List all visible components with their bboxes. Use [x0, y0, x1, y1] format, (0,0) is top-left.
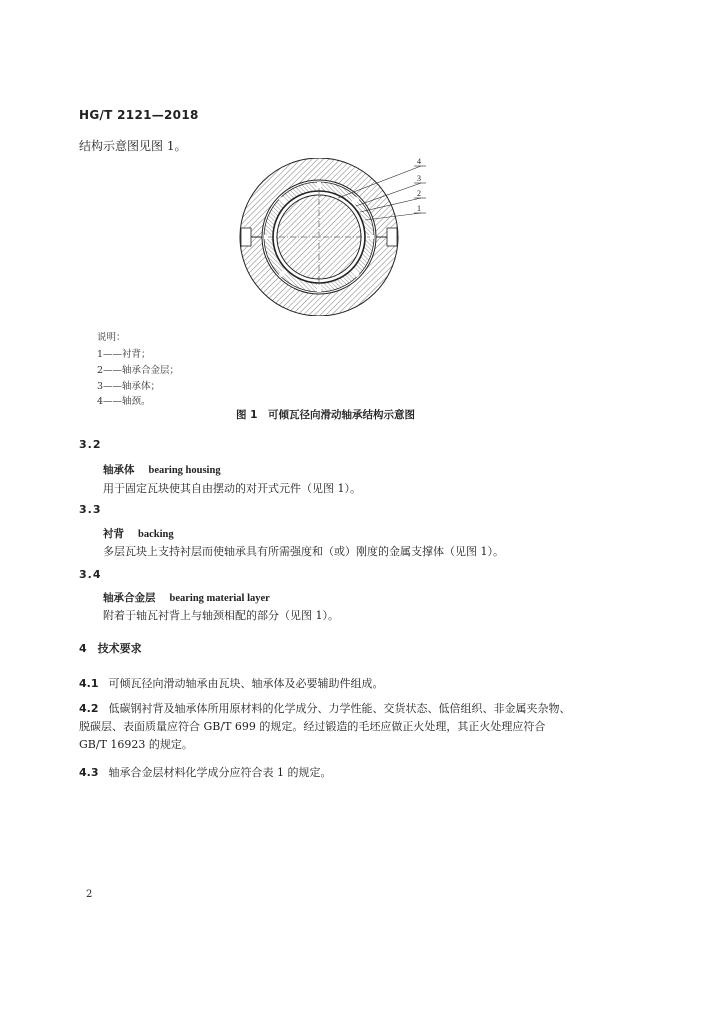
term-heading [103, 526, 174, 541]
clause-number: 4.2 [79, 702, 99, 715]
term-cn: 轴承体 [103, 464, 135, 476]
standard-code-header: HG/T 2121—2018 [79, 108, 199, 122]
legend-item-4: 4——轴颈。 [97, 396, 151, 407]
legend-title: 说明： [97, 332, 126, 343]
clause-4-2 [79, 700, 571, 716]
bearing-structure-diagram [228, 158, 438, 316]
clause-text-line: GB/T 16923 的规定。 [79, 738, 193, 751]
clause-4-3 [79, 764, 332, 780]
section-heading: 4 技术要求 [79, 642, 142, 655]
figure-caption: 图 1 可倾瓦径向滑动轴承结构示意图 [236, 409, 415, 421]
clause-4-1 [79, 675, 384, 691]
callout-1: 1 [417, 204, 421, 213]
legend-item-2: 2——轴承合金层； [97, 365, 180, 376]
clause-text: 低碳钢衬背及轴承体所用原材料的化学成分、力学性能、交货状态、低倍组织、非金属夹杂物、 [108, 702, 571, 715]
clause-number: 4.1 [79, 677, 99, 690]
clause-text-line: 脱碳层、表面质量应符合 GB/T 699 的规定。经过锻造的毛坯应做正火处理，其正火处理应符合 [79, 720, 546, 733]
term-definition: 附着于轴瓦衬背上与轴颈相配的部分（见图 1）。 [103, 609, 339, 622]
clause-number: 4.3 [79, 766, 99, 779]
clause-text: 轴承合金层材料化学成分应符合表 1 的规定。 [108, 766, 332, 779]
term-heading [103, 590, 270, 605]
term-definition: 用于固定瓦块使其自由摆动的对开式元件（见图 1）。 [103, 482, 361, 495]
clause-number: 3.3 [79, 503, 102, 516]
term-heading [103, 462, 221, 477]
clause-number: 3.2 [79, 438, 102, 451]
term-cn: 轴承合金层 [103, 592, 156, 604]
term-en: bearing material layer [169, 593, 270, 604]
term-en: bearing housing [148, 465, 221, 476]
clause-text: 可倾瓦径向滑动轴承由瓦块、轴承体及必要辅助件组成。 [108, 677, 384, 690]
term-en: backing [138, 529, 174, 540]
page-number: 2 [86, 889, 93, 900]
term-cn: 衬背 [103, 528, 124, 540]
clause-number: 3.4 [79, 568, 102, 581]
callout-2: 2 [417, 189, 421, 198]
legend-item-1: 1——衬背； [97, 349, 151, 360]
term-definition: 多层瓦块上支持衬层而使轴承具有所需强度和（或）刚度的金属支撑体（见图 1）。 [103, 545, 504, 558]
callout-4: 4 [417, 158, 421, 166]
intro-text: 结构示意图见图 1。 [79, 139, 187, 153]
legend-item-3: 3——轴承体； [97, 381, 161, 392]
callout-3: 3 [417, 174, 421, 183]
